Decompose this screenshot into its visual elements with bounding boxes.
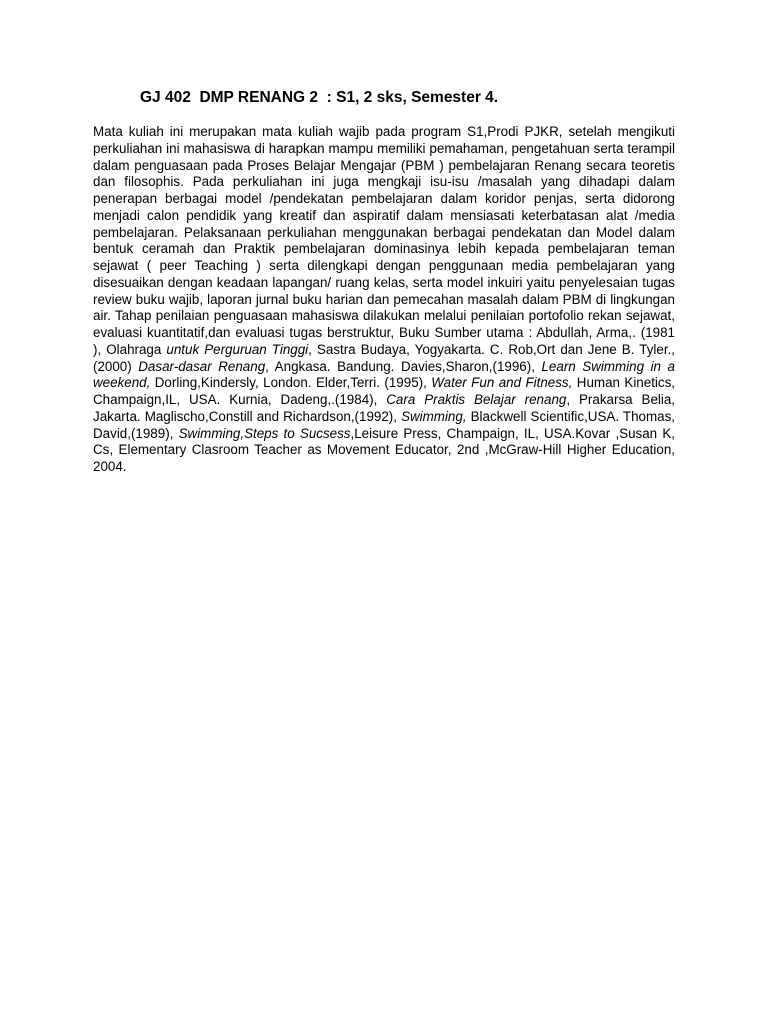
description-text: , Prakarsa Belia, Jakarta. Maglischo,Constill and Richardson,(1992), (93, 392, 676, 424)
book-title: Learn Swimming in a weekend, (93, 358, 675, 391)
description-text: ,Leisure Press, Champaign, IL, USA.Kovar ,Susan K, Cs, Elementary Clasroom Teacher as Movement Educator, 2nd ,McGraw-Hill Higher Education, 2004. (93, 425, 675, 474)
course-description (93, 124, 675, 476)
description-text: Human Kinetics, Champaign,IL, USA. Kurnia, Dadeng,.(1984), (93, 375, 676, 407)
book-title: Water Fun and Fitness, (431, 375, 573, 391)
book-title: untuk Perguruan Tinggi (166, 341, 309, 357)
description-text: Blackwell Scientific,USA. Thomas, David,(1989), (93, 408, 675, 441)
course-title: GJ 402 DMP RENANG 2 : S1, 2 sks, Semester 4. (140, 89, 499, 106)
description-text: Dorling,Kindersly, London. Elder,Terri. (1995), (150, 375, 432, 391)
description-text: Mata kuliah ini merupakan mata kuliah wajib pada program S1,Prodi PJKR, setelah mengikuti perkuliahan ini mahasiswa di harapkan mampu memiliki pemahaman, pengetahuan serta terampil dalam penguasaan pada Proses Belajar Mengajar (PBM ) pembelajaran Renang secara teoretis dan filosophis. Pada perkuliahan ini juga mengkaji isu-isu /masalah yang dihadapi dalam penerapan berbagai model /pendekatan pembelajaran dalam koridor penjas, serta didorong menjadi calon pendidik yang kreatif dan aspiratif dalam mensiasati keterbatasan alat /media pembelajaran. Pelaksanaan perkuliahan menggunakan berbagai pendekatan dan Model dalam bentuk ceramah dan Praktik pembelajaran dominasinya lebih kepada pembelajaran teman sejawat ( peer Teaching ) serta dilengkapi dengan penggunaan media pembelajaran yang disesuaikan dengan keadaan lapangan/ ruang kelas, serta model inkuiri yaitu penyelesaian tugas review buku wajib, laporan jurnal buku harian dan pemecahan masalah dalam PBM di lingkungan air. Tahap penilaian penguasaan mahasiswa dilakukan melalui penilaian portofolio rekan sejawat, evaluasi kuantitatif,dan evaluasi tugas berstruktur, Buku Sumber utama : Abdullah, Arma,. (1981 ), Olahraga (93, 124, 675, 357)
description-text: , Sastra Budaya, Yogyakarta. C. Rob,Ort dan Jene B. Tyler.,(2000) (93, 341, 675, 374)
book-title: Dasar-dasar Renang (138, 358, 266, 374)
book-title: Swimming,Steps to Sucsess (178, 425, 351, 441)
book-title: Cara Praktis Belajar renang (386, 392, 567, 407)
book-title: Swimming, (401, 408, 467, 424)
description-text: , Angkasa. Bandung. Davies,Sharon,(1996), (265, 358, 542, 374)
